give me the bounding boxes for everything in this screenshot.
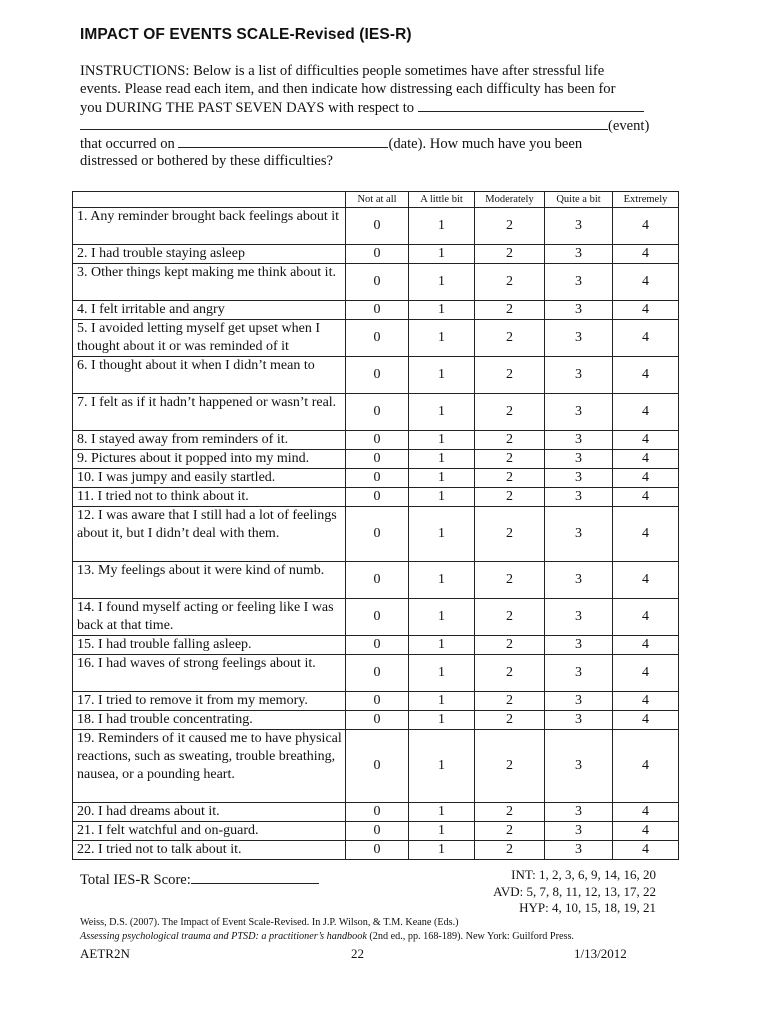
score-option-0[interactable]: 0 [346, 822, 409, 841]
score-option-3[interactable]: 3 [545, 711, 613, 730]
score-option-1[interactable]: 1 [409, 507, 475, 562]
score-option-0[interactable]: 0 [346, 450, 409, 469]
subscale-avd: AVD: 5, 7, 8, 11, 12, 13, 17, 22 [493, 883, 656, 899]
event-blank-1[interactable] [418, 98, 644, 112]
score-option-4[interactable]: 4 [613, 394, 679, 431]
score-option-0[interactable]: 0 [346, 245, 409, 264]
table-row [73, 301, 679, 320]
table-row [73, 431, 679, 450]
score-option-0[interactable]: 0 [346, 431, 409, 450]
table-row [73, 655, 679, 692]
item-text: 8. I stayed away from reminders of it. [73, 431, 346, 450]
score-option-0[interactable]: 0 [346, 803, 409, 822]
instructions-line-1: INSTRUCTIONS: Below is a list of difficulties people sometimes have after stressful life [80, 63, 605, 79]
table-row [73, 469, 679, 488]
citation [80, 916, 574, 944]
score-option-4[interactable]: 4 [613, 469, 679, 488]
score-option-4[interactable]: 4 [613, 730, 679, 803]
score-option-4[interactable]: 4 [613, 320, 679, 357]
table-row [73, 822, 679, 841]
citation-publisher: (2nd ed., pp. 168-189). New York: Guilford Press. [366, 931, 574, 942]
date-label: (date). How much have you been [388, 136, 583, 152]
table-row [73, 636, 679, 655]
score-option-0[interactable]: 0 [346, 488, 409, 507]
score-option-0[interactable]: 0 [346, 711, 409, 730]
item-text: 13. My feelings about it were kind of numb. [73, 562, 346, 599]
instructions-line-3 [80, 98, 680, 116]
score-option-1[interactable]: 1 [409, 264, 475, 301]
item-text: 20. I had dreams about it. [73, 803, 346, 822]
instructions-line-5 [80, 134, 680, 152]
score-option-0[interactable]: 0 [346, 655, 409, 692]
score-option-4[interactable]: 4 [613, 208, 679, 245]
score-option-3[interactable]: 3 [545, 431, 613, 450]
score-option-3[interactable]: 3 [545, 245, 613, 264]
score-option-2[interactable]: 2 [475, 655, 545, 692]
score-option-1[interactable]: 1 [409, 394, 475, 431]
score-option-0[interactable]: 0 [346, 730, 409, 803]
item-text: 18. I had trouble concentrating. [73, 711, 346, 730]
column-header-row [73, 192, 679, 208]
table-row [73, 841, 679, 860]
score-option-3[interactable]: 3 [545, 488, 613, 507]
score-option-4[interactable]: 4 [613, 822, 679, 841]
score-option-3[interactable]: 3 [545, 208, 613, 245]
score-option-0[interactable]: 0 [346, 264, 409, 301]
event-label: (event) [608, 118, 650, 134]
score-option-0[interactable]: 0 [346, 301, 409, 320]
column-header-1: Not at all [346, 192, 409, 208]
score-option-0[interactable]: 0 [346, 599, 409, 636]
item-text: 22. I tried not to talk about it. [73, 841, 346, 860]
item-text: 1. Any reminder brought back feelings about it [73, 208, 346, 245]
score-option-1[interactable]: 1 [409, 301, 475, 320]
score-option-2[interactable]: 2 [475, 394, 545, 431]
score-option-3[interactable]: 3 [545, 730, 613, 803]
score-option-0[interactable]: 0 [346, 841, 409, 860]
item-text: 19. Reminders of it caused me to have physical reactions, such as sweating, trouble breathing, nausea, or a pounding heart. [73, 730, 346, 803]
item-text: 4. I felt irritable and angry [73, 301, 346, 320]
column-header-5: Extremely [613, 192, 679, 208]
score-option-4[interactable]: 4 [613, 599, 679, 636]
score-option-0[interactable]: 0 [346, 562, 409, 599]
score-option-0[interactable]: 0 [346, 320, 409, 357]
item-text: 11. I tried not to think about it. [73, 488, 346, 507]
score-option-4[interactable]: 4 [613, 431, 679, 450]
item-text: 3. Other things kept making me think about it. [73, 264, 346, 301]
score-option-3[interactable]: 3 [545, 264, 613, 301]
score-option-2[interactable]: 2 [475, 711, 545, 730]
score-option-2[interactable]: 2 [475, 822, 545, 841]
score-option-3[interactable]: 3 [545, 394, 613, 431]
score-option-1[interactable]: 1 [409, 357, 475, 394]
score-option-2[interactable]: 2 [475, 488, 545, 507]
score-option-1[interactable]: 1 [409, 562, 475, 599]
score-option-4[interactable]: 4 [613, 711, 679, 730]
score-option-3[interactable]: 3 [545, 562, 613, 599]
score-option-0[interactable]: 0 [346, 394, 409, 431]
total-score-label: Total IES-R Score: [80, 872, 191, 888]
item-text: 5. I avoided letting myself get upset when I thought about it or was reminded of it [73, 320, 346, 357]
subscale-hyp: HYP: 4, 10, 15, 18, 19, 21 [519, 900, 656, 915]
citation-line-2 [80, 930, 574, 944]
revision-date: 1/13/2012 [574, 946, 627, 961]
score-option-0[interactable]: 0 [346, 357, 409, 394]
column-header-2: A little bit [409, 192, 475, 208]
score-option-2[interactable]: 2 [475, 301, 545, 320]
score-option-3[interactable]: 3 [545, 320, 613, 357]
score-option-2[interactable]: 2 [475, 599, 545, 636]
score-option-1[interactable]: 1 [409, 320, 475, 357]
score-option-2[interactable]: 2 [475, 357, 545, 394]
score-option-2[interactable]: 2 [475, 841, 545, 860]
score-option-4[interactable]: 4 [613, 357, 679, 394]
form-code: AETR2N [80, 946, 130, 961]
instructions-line-6: distressed or bothered by these difficulties? [80, 153, 334, 169]
score-option-4[interactable]: 4 [613, 450, 679, 469]
score-option-2[interactable]: 2 [475, 208, 545, 245]
table-row [73, 450, 679, 469]
score-option-2[interactable]: 2 [475, 507, 545, 562]
score-option-1[interactable]: 1 [409, 803, 475, 822]
score-option-1[interactable]: 1 [409, 711, 475, 730]
item-text: 17. I tried to remove it from my memory. [73, 692, 346, 711]
score-option-1[interactable]: 1 [409, 431, 475, 450]
score-option-0[interactable]: 0 [346, 208, 409, 245]
score-option-2[interactable]: 2 [475, 320, 545, 357]
score-option-2[interactable]: 2 [475, 431, 545, 450]
item-text: 7. I felt as if it hadn’t happened or wasn’t real. [73, 394, 346, 431]
table-row [73, 599, 679, 636]
table-row [73, 730, 679, 803]
score-option-3[interactable]: 3 [545, 507, 613, 562]
score-option-1[interactable]: 1 [409, 599, 475, 636]
table-row [73, 507, 679, 562]
table-row [73, 803, 679, 822]
table-row [73, 488, 679, 507]
table-row [73, 245, 679, 264]
score-option-3[interactable]: 3 [545, 301, 613, 320]
event-blank-2[interactable] [80, 116, 608, 130]
column-header-3: Moderately [475, 192, 545, 208]
document-title: IMPACT OF EVENTS SCALE-Revised (IES-R) [80, 26, 412, 43]
table-row [73, 394, 679, 431]
column-header-4: Quite a bit [545, 192, 613, 208]
score-option-4[interactable]: 4 [613, 301, 679, 320]
item-text: 10. I was jumpy and easily startled. [73, 469, 346, 488]
citation-book-title: Assessing psychological trauma and PTSD: a practitioner’s handbook [80, 931, 367, 942]
score-option-0[interactable]: 0 [346, 636, 409, 655]
score-option-3[interactable]: 3 [545, 599, 613, 636]
score-option-4[interactable]: 4 [613, 636, 679, 655]
item-column-header [73, 192, 346, 208]
total-score-blank[interactable] [191, 870, 319, 884]
score-option-1[interactable]: 1 [409, 450, 475, 469]
instructions [80, 62, 680, 170]
score-option-0[interactable]: 0 [346, 507, 409, 562]
item-text: 16. I had waves of strong feelings about it. [73, 655, 346, 692]
score-option-1[interactable]: 1 [409, 208, 475, 245]
score-option-1[interactable]: 1 [409, 488, 475, 507]
score-option-4[interactable]: 4 [613, 655, 679, 692]
score-option-2[interactable]: 2 [475, 264, 545, 301]
score-option-4[interactable]: 4 [613, 507, 679, 562]
score-option-4[interactable]: 4 [613, 264, 679, 301]
score-option-2[interactable]: 2 [475, 450, 545, 469]
item-text: 21. I felt watchful and on-guard. [73, 822, 346, 841]
score-option-3[interactable]: 3 [545, 469, 613, 488]
item-text: 12. I was aware that I still had a lot of feelings about it, but I didn’t deal with them. [73, 507, 346, 562]
score-option-2[interactable]: 2 [475, 469, 545, 488]
score-option-1[interactable]: 1 [409, 655, 475, 692]
score-option-2[interactable]: 2 [475, 562, 545, 599]
page-number: 22 [351, 946, 364, 961]
score-option-3[interactable]: 3 [545, 841, 613, 860]
score-option-3[interactable]: 3 [545, 450, 613, 469]
item-text: 15. I had trouble falling asleep. [73, 636, 346, 655]
score-option-3[interactable]: 3 [545, 636, 613, 655]
item-text: 9. Pictures about it popped into my mind. [73, 450, 346, 469]
score-option-4[interactable]: 4 [613, 841, 679, 860]
score-option-4[interactable]: 4 [613, 562, 679, 599]
score-option-4[interactable]: 4 [613, 803, 679, 822]
table-row [73, 692, 679, 711]
score-option-4[interactable]: 4 [613, 245, 679, 264]
score-option-3[interactable]: 3 [545, 692, 613, 711]
score-option-4[interactable]: 4 [613, 692, 679, 711]
instructions-line-2: events. Please read each item, and then indicate how distressing each difficulty has been for [80, 81, 616, 97]
date-blank[interactable] [178, 134, 388, 148]
score-option-2[interactable]: 2 [475, 730, 545, 803]
table-row [73, 208, 679, 245]
score-option-1[interactable]: 1 [409, 469, 475, 488]
occurred-label: that occurred on [80, 136, 175, 152]
score-option-1[interactable]: 1 [409, 636, 475, 655]
score-option-2[interactable]: 2 [475, 692, 545, 711]
table-row [73, 320, 679, 357]
item-table-body [73, 208, 679, 860]
instructions-line-4 [80, 116, 680, 134]
score-option-2[interactable]: 2 [475, 803, 545, 822]
citation-line-1: Weiss, D.S. (2007). The Impact of Event Scale-Revised. In J.P. Wilson, & T.M. Keane (Eds.) [80, 917, 459, 928]
score-option-3[interactable]: 3 [545, 822, 613, 841]
subscale-key [493, 867, 656, 917]
score-option-1[interactable]: 1 [409, 730, 475, 803]
score-option-0[interactable]: 0 [346, 692, 409, 711]
item-text: 6. I thought about it when I didn’t mean to [73, 357, 346, 394]
table-row [73, 264, 679, 301]
table-row [73, 711, 679, 730]
total-score [80, 870, 319, 889]
score-option-3[interactable]: 3 [545, 655, 613, 692]
score-option-2[interactable]: 2 [475, 636, 545, 655]
score-option-0[interactable]: 0 [346, 469, 409, 488]
table-row [73, 357, 679, 394]
score-option-1[interactable]: 1 [409, 245, 475, 264]
score-option-4[interactable]: 4 [613, 488, 679, 507]
subscale-int: INT: 1, 2, 3, 6, 9, 14, 16, 20 [511, 867, 656, 882]
instructions-line-3-text: you DURING THE PAST SEVEN DAYS with respect to [80, 100, 415, 116]
score-option-3[interactable]: 3 [545, 803, 613, 822]
score-option-1[interactable]: 1 [409, 692, 475, 711]
score-option-2[interactable]: 2 [475, 245, 545, 264]
score-option-1[interactable]: 1 [409, 822, 475, 841]
ies-r-item-table [72, 191, 679, 860]
score-option-1[interactable]: 1 [409, 841, 475, 860]
item-text: 14. I found myself acting or feeling like I was back at that time. [73, 599, 346, 636]
score-option-3[interactable]: 3 [545, 357, 613, 394]
table-row [73, 562, 679, 599]
item-text: 2. I had trouble staying asleep [73, 245, 346, 264]
